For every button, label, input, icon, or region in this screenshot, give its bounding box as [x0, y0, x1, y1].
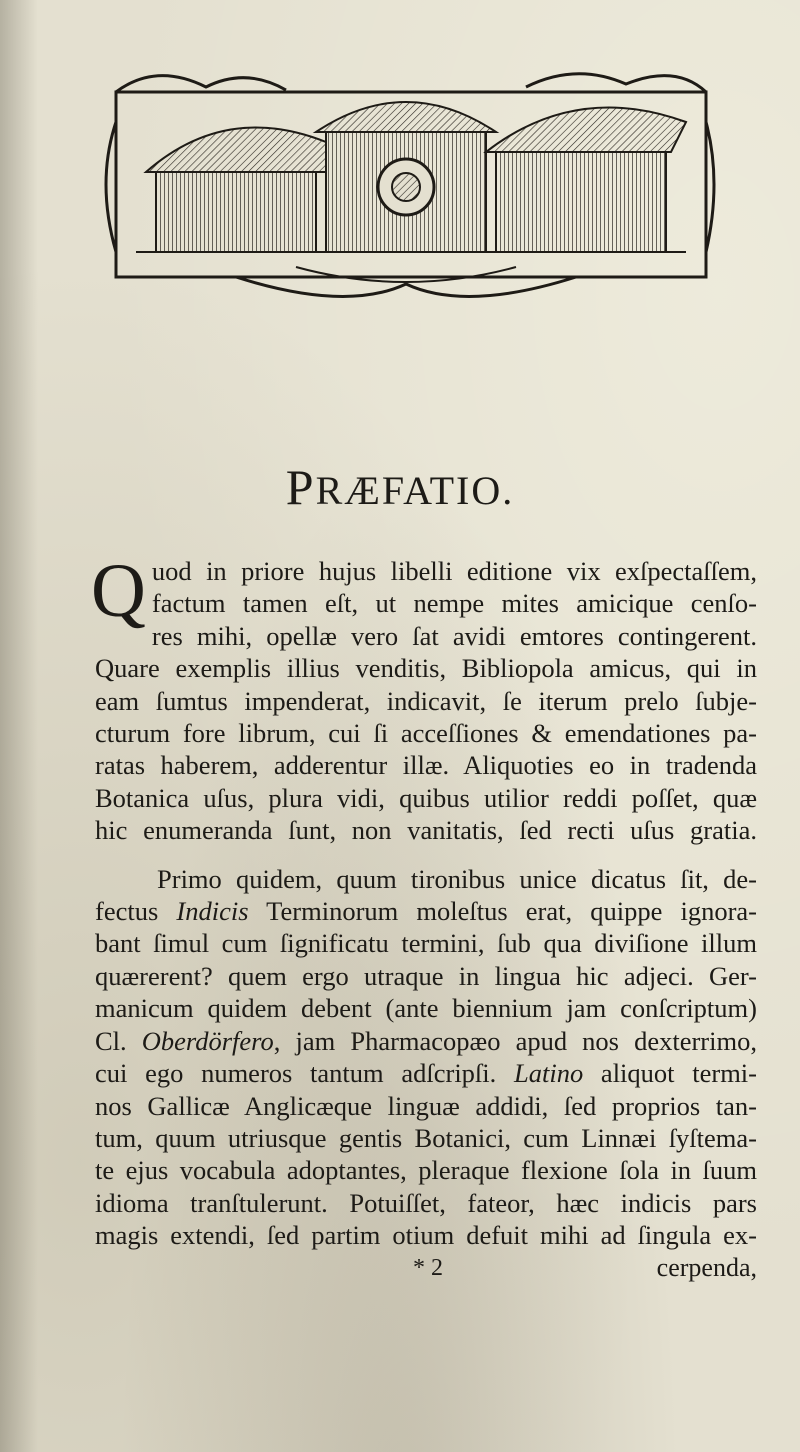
text-line: ratas haberem, adderentur illæ. Aliquoties eo in tradenda: [95, 750, 757, 781]
engraved-headpiece-ornament-icon: [96, 62, 722, 312]
text-line: magis extendi, ſed partim otium defuit mihi ad ſingula ex-: [95, 1220, 757, 1251]
text-line: fectus Indicis Terminorum moleſtus erat, quippe ignora-: [95, 896, 757, 927]
paragraph-1: [91, 549, 757, 847]
text-line: cturum fore librum, cui ſi acceſſiones & emendationes pa-: [95, 718, 757, 749]
italic-term: Latino: [514, 1058, 584, 1089]
page-spine-shadow: [0, 0, 38, 1452]
text-line: eam ſumtus impenderat, indicavit, ſe iterum prelo ſubje-: [95, 685, 757, 716]
text-line: Quare exemplis illius venditis, Bibliopola amicus, qui in: [95, 653, 757, 684]
text-line: quærerent? quem ergo utraque in lingua hic adjeci. Ger-: [95, 960, 757, 991]
page-footer: [95, 1252, 757, 1284]
text-line: uod in priore hujus libelli editione vix exſpectaſſem,: [151, 556, 757, 586]
title-capital: P: [285, 459, 316, 515]
italic-term: Oberdörfero: [141, 1025, 274, 1056]
text-line: tum, quum utriusque gentis Botanici, cum Linnæi ſyſtema-: [95, 1122, 757, 1153]
text-line: hic enumeranda ſunt, non vanitatis, ſed recti uſus gratia.: [95, 815, 757, 846]
page-title: [0, 458, 800, 516]
text-line: nos Gallicæ Anglicæque linguæ addidi, ſed proprios tan-: [95, 1090, 757, 1121]
text-line: bant ſimul cum ſignificatu termini, ſub qua diviſione illum: [95, 928, 757, 959]
text-line: factum tamen eſt, ut nempe mites amicique cenſo-: [151, 588, 757, 619]
text-line: te ejus vocabula adoptantes, pleraque flexione ſola in ſuum: [95, 1155, 757, 1186]
text-line: idioma tranſtulerunt. Potuiſſet, fateor, hæc indicis pars: [95, 1187, 757, 1218]
italic-term: Indicis: [176, 896, 249, 927]
text-line: cui ego numeros tantum adſcripſi. Latino aliquot termi-: [95, 1058, 757, 1089]
signature-mark: * 2: [413, 1254, 443, 1281]
text-line: res mihi, opellæ vero ſat avidi emtores contingerent.: [151, 620, 757, 651]
preface-text: [91, 549, 757, 1284]
text-line: Primo quidem, quum tironibus unice dicatus ſit, de-: [157, 863, 757, 894]
text-line: Botanica uſus, plura vidi, quibus utilior reddi poſſet, quæ: [95, 782, 757, 813]
catchword: cerpenda,: [656, 1252, 757, 1282]
text-line: Cl. Oberdörfero, jam Pharmacopæo apud nos dexterrimo,: [95, 1025, 757, 1056]
paragraph-2: [95, 863, 757, 1252]
drop-capital: Q: [91, 549, 146, 633]
title-rest: RÆFATIO.: [315, 468, 515, 513]
text-line: manicum quidem debent (ante biennium jam conſcriptum): [95, 993, 757, 1024]
